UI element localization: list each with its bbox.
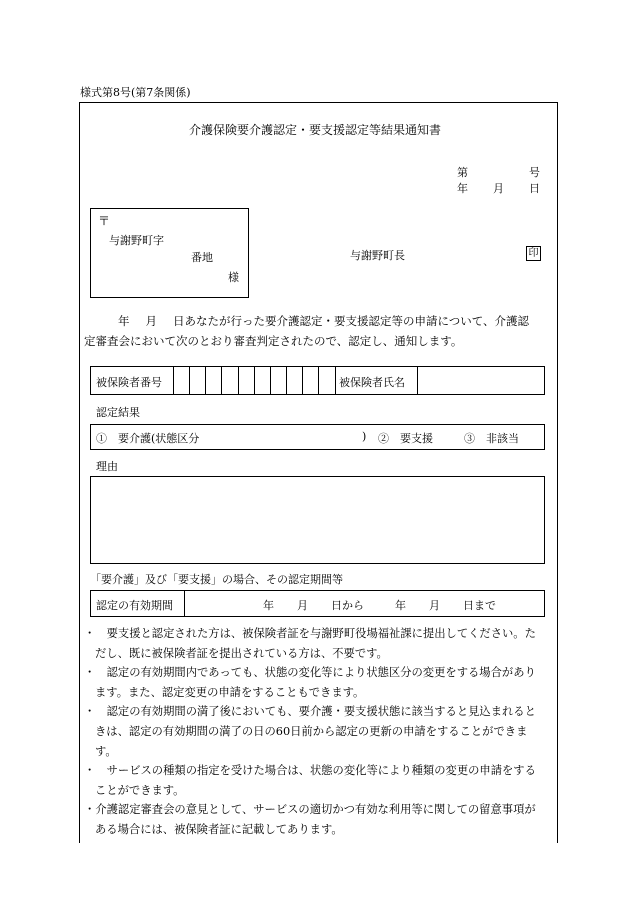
insured-row — [90, 366, 545, 395]
reason-box[interactable] — [90, 476, 545, 564]
result-option-care[interactable]: ① 要介護(状態区分 — [96, 432, 200, 445]
period-to-month: 月 — [429, 599, 440, 612]
digit-cell[interactable] — [189, 367, 206, 394]
number-suffix: 号 — [529, 166, 540, 179]
result-option-none[interactable]: ③ 非該当 — [464, 432, 519, 445]
date-day: 日 — [529, 182, 540, 195]
insured-number-label: 被保険者番号 — [96, 376, 162, 389]
form-label: 様式第8号(第7条関係) — [80, 86, 191, 99]
seal-mark: 印 — [526, 246, 541, 261]
postal-mark: 〒 — [98, 214, 111, 228]
address-town: 与謝野町字 — [109, 234, 164, 247]
note-item: ・ 認定の有効期間の満了後においても、要介護・要支援状態に該当すると見込まれると きは、認定の有効期間の満了の日の60日前から認定の更新の申請をすることができま す。 — [84, 705, 536, 758]
digit-cell[interactable] — [302, 367, 319, 394]
digit-cell[interactable] — [173, 367, 190, 394]
digit-cell[interactable] — [286, 367, 303, 394]
digit-cell[interactable] — [254, 367, 271, 394]
intro-paragraph — [84, 311, 552, 351]
note-item: ・介護認定審査会の意見として、サービスの適切かつ有効な利用等に関しての留意事項が ある場合には、被保険者証に記載してあります。 — [84, 803, 536, 836]
period-from-month: 月 — [297, 599, 308, 612]
period-row — [90, 590, 545, 617]
period-heading: 「要介護」及び「要支援」の場合、その認定期間等 — [90, 573, 343, 586]
number-prefix: 第 — [457, 166, 468, 179]
period-to-year: 年 — [395, 599, 406, 612]
address-banchi: 番地 — [191, 251, 213, 264]
digit-cell[interactable] — [221, 367, 239, 394]
note-item: ・ サービスの種類の指定を受けた場合は、状態の変化等により種類の変更の申請をする ことができます。 — [84, 764, 536, 797]
period-label: 認定の有効期間 — [96, 599, 173, 612]
intro-line-1: 年 月 日あなたが行った要介護認定・要支援認定等の申請について、介護認 — [118, 314, 530, 328]
address-box — [90, 208, 249, 298]
result-heading: 認定結果 — [96, 406, 140, 419]
intro-line-2: 定審査会において次のとおり審査判定されたので、認定し、通知します。 — [84, 334, 463, 348]
digit-cell[interactable] — [238, 367, 255, 394]
document-title: 介護保険要介護認定・要支援認定等結果通知書 — [188, 123, 441, 137]
address-sama: 様 — [228, 271, 239, 284]
period-from-day: 日から — [331, 599, 364, 612]
notes-list — [84, 624, 554, 840]
digit-cell[interactable] — [318, 367, 336, 394]
result-option-care-close: ) — [362, 430, 367, 443]
digit-cell[interactable] — [270, 367, 287, 394]
note-item: ・ 要支援と認定された方は、被保険者証を与謝野町役場福祉課に提出してください。た だし、既に被保険者証を提出されている方は、不要です。 — [84, 627, 536, 660]
result-row — [90, 424, 545, 450]
period-to-day: 日まで — [463, 599, 496, 612]
date-year: 年 — [457, 182, 468, 195]
period-from-year: 年 — [263, 599, 274, 612]
reason-heading: 理由 — [96, 460, 118, 473]
result-option-support[interactable]: ② 要支援 — [378, 432, 433, 445]
insured-name-label: 被保険者氏名 — [339, 376, 405, 389]
note-item: ・ 認定の有効期間内であっても、状態の変化等により状態区分の変更をする場合があり ます。また、認定変更の申請をすることもできます。 — [84, 666, 536, 699]
issuer-name: 与謝野町長 — [350, 249, 405, 262]
digit-cell[interactable] — [205, 367, 222, 394]
date-month: 月 — [493, 182, 504, 195]
